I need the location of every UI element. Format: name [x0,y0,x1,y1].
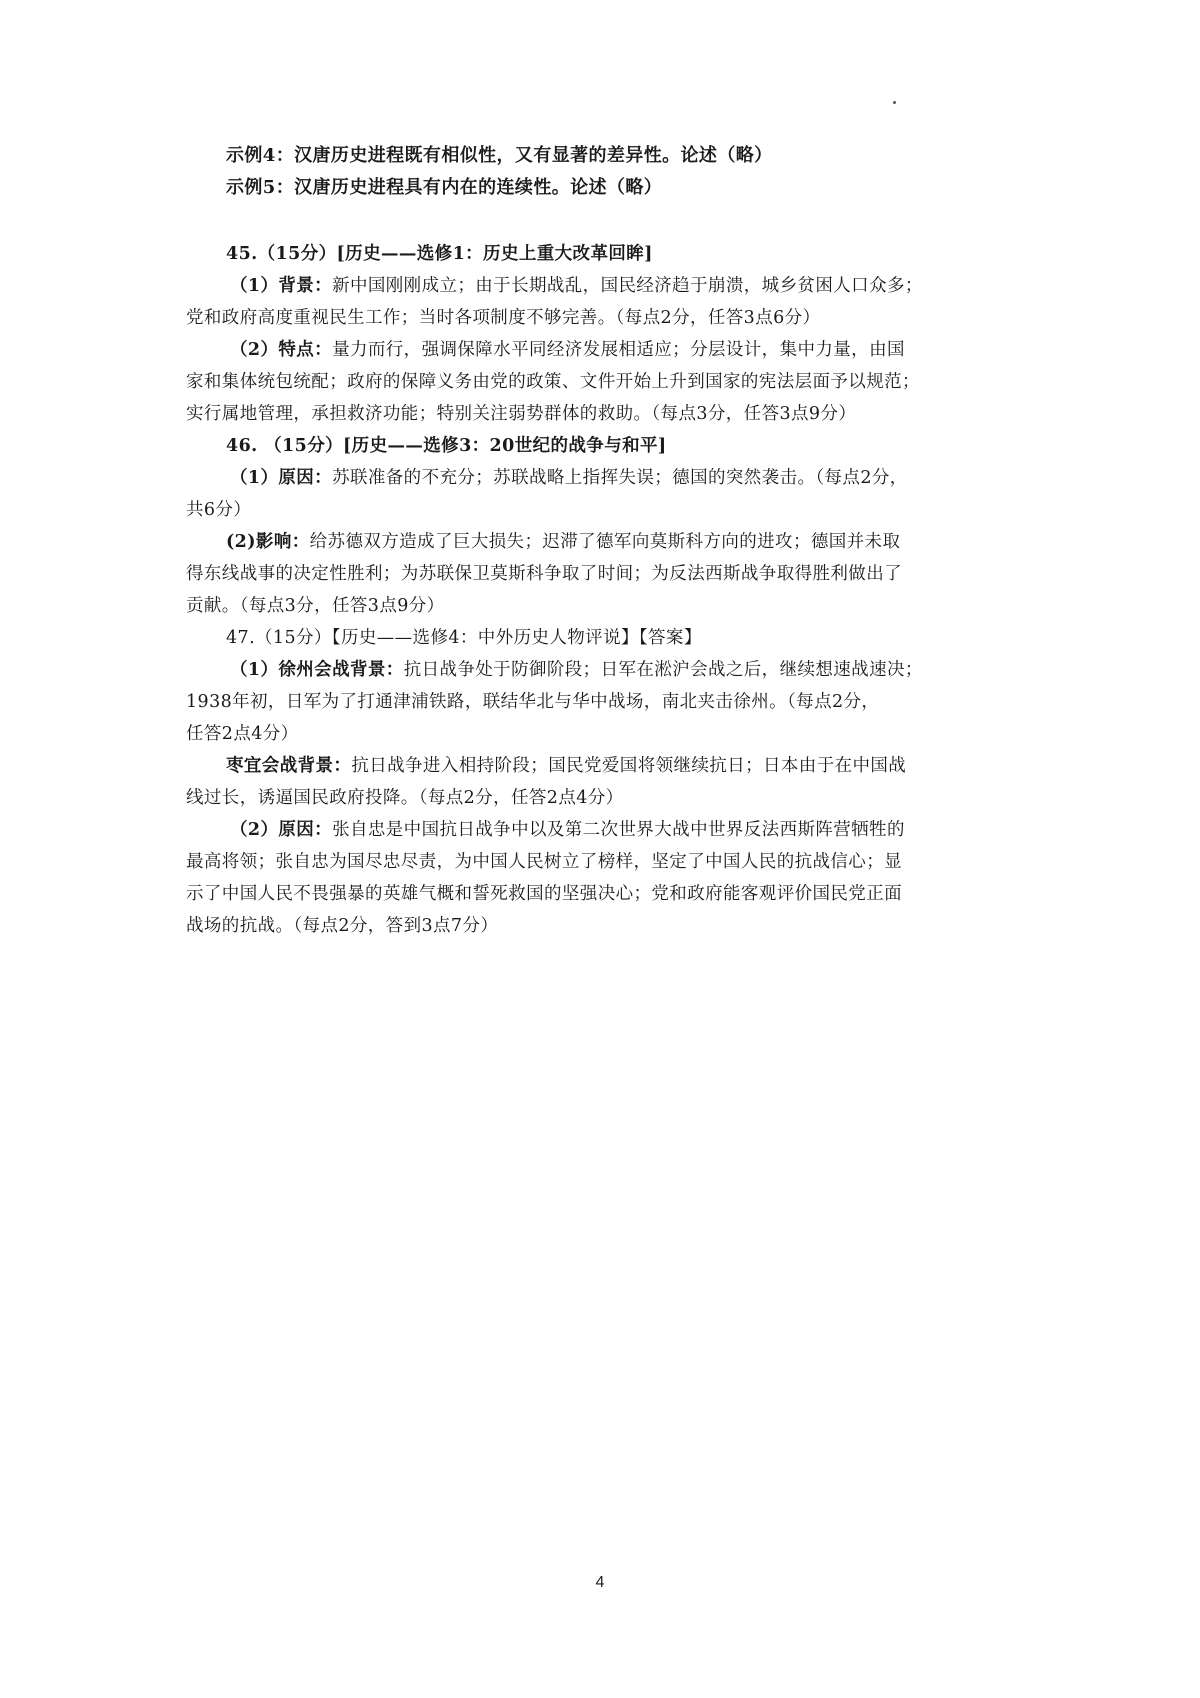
q46-part2-line1: (2)影响：给苏德双方造成了巨大损失；迟滞了德军向莫斯科方向的进攻；德国并未取 [226,532,901,552]
q47-part2-label: 枣宜会战背景： [226,756,352,776]
example-4: 示例4：汉唐历史进程既有相似性，又有显著的差异性。论述（略） [226,145,773,166]
q47-part1-line1: （1）徐州会战背景：抗日战争处于防御阶段；日军在淞沪会战之后，继续想速战速决； [230,660,923,680]
q47-part3-line2: 最高将领；张自忠为国尽忠尽责，为中国人民树立了榜样，坚定了中国人民的抗战信心；显 [186,852,902,872]
q46-part2-label: (2)影响： [226,532,310,552]
q46-part1-label: （1）原因： [230,468,333,488]
q45-part2-line2: 家和集体统包统配；政府的保障义务由党的政策、文件开始上升到国家的宪法层面予以规范； [186,372,920,392]
q47-part3-label: （2）原因： [230,820,333,840]
q45-title: 45.（15分）[历史——选修1：历史上重大改革回眸] [226,244,653,264]
q45-part2-label: （2）特点： [230,340,333,360]
q45-part2-line1: （2）特点：量力而行，强调保障水平同经济发展相适应；分层设计，集中力量，由国 [230,340,905,360]
q47-title: 47.（15分）【历史——选修4：中外历史人物评说】【答案】 [226,628,702,648]
q45-part1-label: （1）背景： [230,276,333,296]
q47-part3-line1: （2）原因：张自忠是中国抗日战争中以及第二次世界大战中世界反法西斯阵营牺牲的 [230,820,905,840]
q47-part2-line2: 线过长，诱逼国民政府投降。（每点2分，任答2点4分） [186,788,624,808]
page-number: 4 [595,1574,605,1591]
q47-part2-line1: 枣宜会战背景：抗日战争进入相持阶段；国民党爱国将领继续抗日；日本由于在中国战 [226,756,907,776]
q46-part2-line3: 贡献。（每点3分，任答3点9分） [186,596,445,616]
q47-part1-label: （1）徐州会战背景： [230,660,404,680]
q47-part1-line3: 任答2点4分） [186,724,299,744]
q47-part3-line4: 战场的抗战。（每点2分，答到3点7分） [186,916,499,936]
example-5: 示例5：汉唐历史进程具有内在的连续性。论述（略） [226,177,663,198]
q47-part3-line3: 示了中国人民不畏强暴的英雄气概和誓死救国的坚强决心；党和政府能客观评价国民党正面 [186,884,902,904]
q46-part1-line1: （1）原因：苏联准备的不充分；苏联战略上指挥失误；德国的突然袭击。（每点2分， [230,468,908,488]
scan-speck [893,101,896,104]
q46-part2-line2: 得东线战事的决定性胜利；为苏联保卫莫斯科争取了时间；为反法西斯战争取得胜利做出了 [186,564,902,584]
q45-part2-line3: 实行属地管理，承担救济功能；特别关注弱势群体的救助。（每点3分，任答3点9分） [186,404,857,424]
q47-part1-line2: 1938年初，日军为了打通津浦铁路，联结华北与华中战场，南北夹击徐州。（每点2分， [186,692,880,712]
answer-content [186,140,1020,942]
q46-part1-line2: 共6分） [186,500,252,520]
q46-title: 46. （15分）[历史——选修3：20世纪的战争与和平] [226,436,667,456]
q45-part1-line1: （1）背景：新中国刚刚成立；由于长期战乱，国民经济趋于崩溃，城乡贫困人口众多； [230,276,923,296]
q45-part1-line2: 党和政府高度重视民生工作；当时各项制度不够完善。（每点2分，任答3点6分） [186,308,821,328]
